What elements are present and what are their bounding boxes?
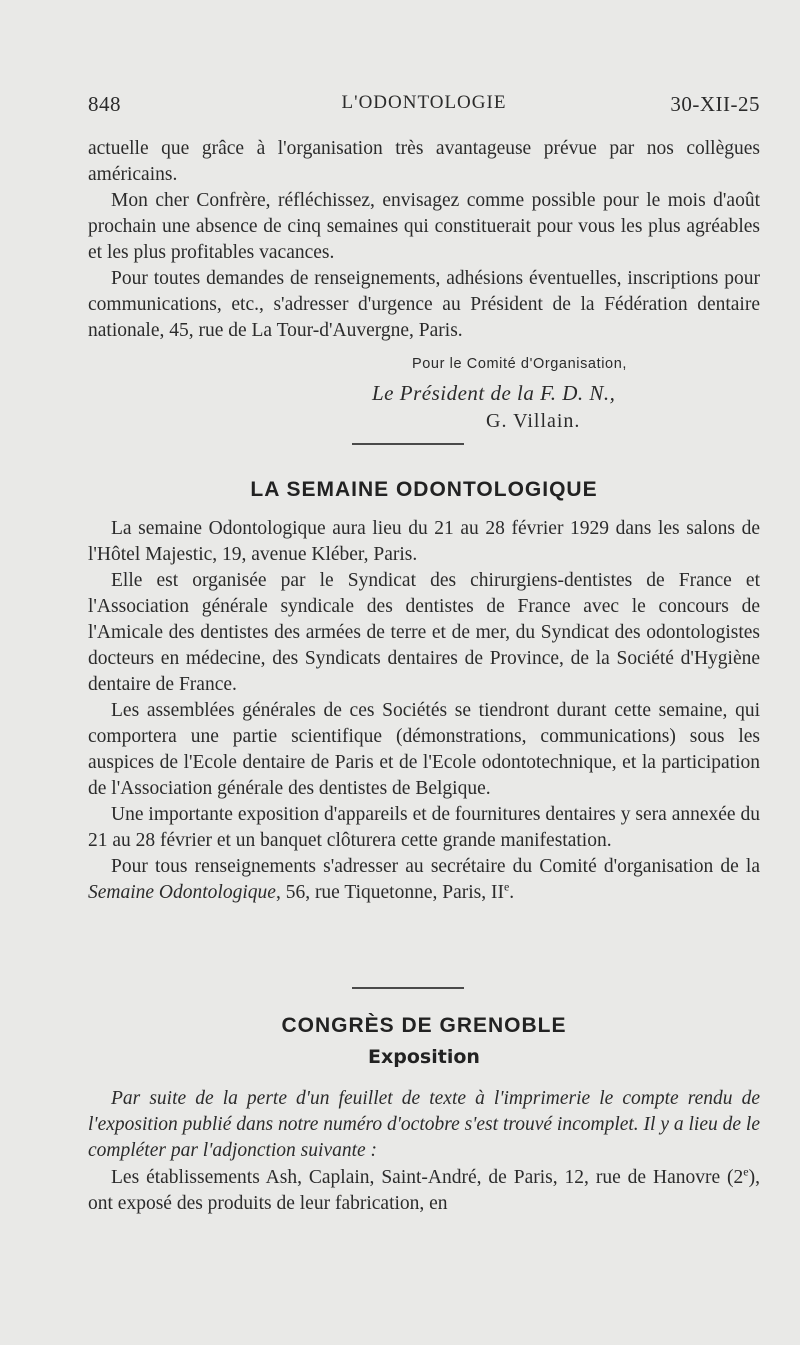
page-number: 848 (88, 92, 121, 116)
issue-date: 30-XII-25 (670, 92, 760, 116)
section-body (88, 1165, 760, 1217)
paragraph: Pour toutes demandes de renseignements, adhésions éventuelles, inscriptions pour communications, etc., s'adresser d'urgence au Président de la Fédération dentaire nationale, 45, rue de La Tour-d'Auvergne, Paris. (88, 268, 760, 341)
section-divider (352, 443, 464, 445)
paragraph: Les assemblées générales de ces Sociétés se tiendront durant cette semaine, qui comportera une partie scientifique (démonstrations, communications) sous les auspices de l'Ecole dentaire de Paris et de l'Ecole odontotechnique, et la participation de l'Association générale des dentistes de Belgique. (88, 700, 760, 799)
section-title: LA SEMAINE ODONTOLOGIQUE (250, 478, 598, 501)
signature-title: Le Président de la F. D. N., (372, 381, 616, 405)
signature-committee: Pour le Comité d'Organisation, (412, 356, 628, 372)
text-run: ), ont exposé des produits de leur fabrication, en (88, 1167, 760, 1214)
section-subtitle: Exposition (368, 1046, 480, 1068)
text-run: , 56, rue Tiquetonne, Paris, II (275, 882, 504, 903)
superscript: e (503, 879, 510, 894)
paragraph: Par suite de la perte d'un feuillet de texte à l'imprimerie le compte rendu de l'exposition publié dans notre numéro d'octobre s'est trouvé incomplet. Il y a lieu de le compléter par l'adjonction suivante : (88, 1088, 760, 1161)
italic-run: Semaine Odontologique (88, 882, 276, 903)
paragraph (88, 1165, 760, 1217)
italic-note (88, 1086, 760, 1164)
signature-name: G. Villain. (486, 410, 581, 432)
superscript: e (743, 1164, 749, 1179)
paragraph: Une importante exposition d'appareils et de fournitures dentaires y sera annexée du 21 au 28 février et un banquet clôturera cette grande manifestation. (88, 804, 760, 851)
section-title: CONGRÈS DE GRENOBLE (281, 1014, 567, 1037)
text-run: Les établissements Ash, Caplain, Saint-André, de Paris, 12, rue de Hanovre (2 (111, 1167, 744, 1188)
section-body (88, 516, 760, 906)
text-run: . (509, 882, 515, 903)
section-divider (352, 987, 464, 989)
paragraph: La semaine Odontologique aura lieu du 21 au 28 février 1929 dans les salons de l'Hôtel Majestic, 19, avenue Kléber, Paris. (88, 518, 760, 565)
paragraph: actuelle que grâce à l'organisation très avantageuse prévue par nos collègues américains. (88, 138, 760, 185)
paragraph: Elle est organisée par le Syndicat des chirurgiens-dentistes de France et l'Association générale syndicale des dentistes de France avec le concours de l'Amicale des dentistes des armées de terre et de mer, du Syndicat des odontologistes docteurs en médecine, des Syndicats dentaires de Province, de la Société d'Hygiène dentaire de France. (88, 570, 760, 695)
paragraph (88, 854, 760, 906)
text-run: Pour tous renseignements s'adresser au secrétaire du Comité d'organisation de la (111, 856, 760, 877)
paragraph: Mon cher Confrère, réfléchissez, envisagez comme possible pour le mois d'août prochain une absence de cinq semaines qui constituerait pour vous les plus agréables et les plus profitables vacances. (88, 190, 760, 263)
intro-text (88, 136, 760, 344)
journal-title: L'ODONTOLOGIE (341, 92, 507, 113)
page-header (88, 92, 760, 126)
